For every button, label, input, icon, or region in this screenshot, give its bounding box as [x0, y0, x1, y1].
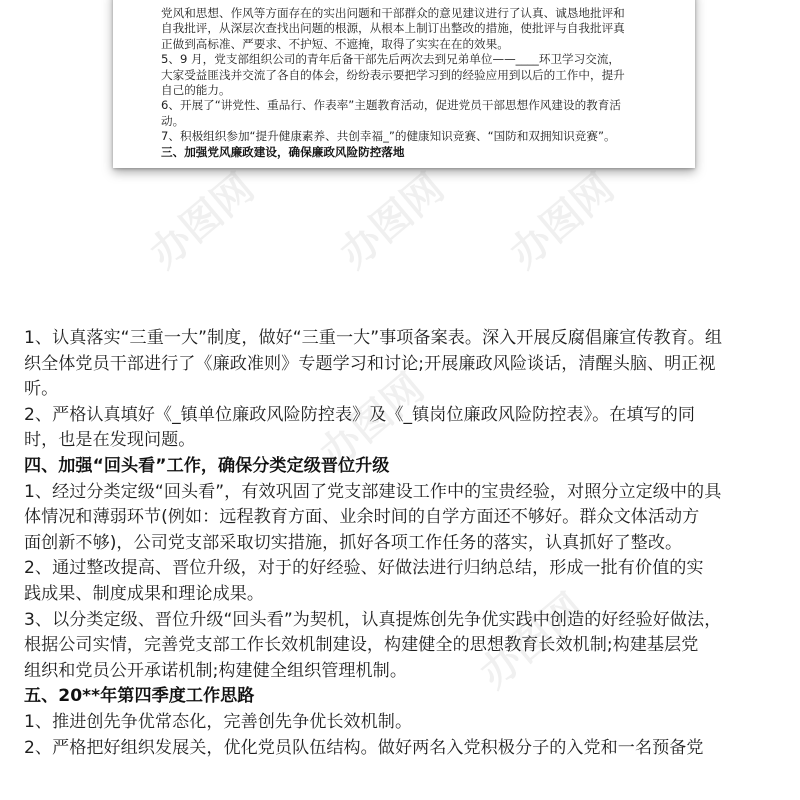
paragraph-line: 根据公司实情，完善党支部工作长效机制建设，构建健全的思想教育长效机制;构建基层党 [24, 635, 699, 656]
watermark: 办图网 [331, 164, 453, 278]
preview-section-heading: 三、加强党风廉政建设，确保廉政风险防控落地 [161, 144, 405, 159]
preview-text-line: 自己的能力。 [161, 82, 231, 97]
paragraph-line: 践成果、制度成果和理论成果。 [24, 583, 265, 604]
watermark: 办图网 [471, 584, 593, 698]
section-heading: 四、加强“回头看”工作，确保分类定级晋位升级 [24, 455, 390, 476]
paragraph-line: 1、推进创先争优常态化，完善创先争优长效机制。 [24, 711, 413, 732]
preview-text-line: 5、9 月，党支部组织公司的青年后备干部先后两次去到兄弟单位——____环卫学习交流， [161, 52, 621, 67]
section-heading: 五、20**年第四季度工作思路 [24, 686, 255, 707]
paragraph-line: 织全体党员干部进行了《廉政准则》专题学习和讨论;开展廉政风险谈话，清醒头脑、明正视 [24, 353, 716, 374]
paragraph-line: 2、通过整改提高、晋位升级，对于的好经验、好做法进行归纳总结，形成一批有价值的实 [24, 558, 704, 579]
watermark: 办图网 [311, 364, 433, 478]
preview-text-line: 正做到高标准、严要求、不护短、不遮掩，取得了实实在在的效果。 [161, 36, 509, 51]
preview-text-block [113, 6, 695, 160]
preview-text-line: 6、开展了“讲党性、重品行、作表率”主题教育活动，促进党员干部思想作风建设的教育活 [161, 98, 621, 113]
preview-text-line: 7、积极组织参加“提升健康素养、共创幸福_”的健康知识竞赛、“国防和双拥知识竞赛”。 [161, 129, 616, 144]
watermark: 办图网 [141, 164, 263, 278]
preview-text-line: 自我批评，从深层次查找出问题的根源，从根本上制订出整改的措施，使批评与自我批评真 [161, 21, 625, 36]
paragraph-line: 1、经过分类定级“回头看”，有效巩固了党支部建设工作中的宝贵经验，对照分立定级中的具 [24, 481, 722, 502]
preview-text-line: 党风和思想、作风等方面存在的实出问题和干部群众的意见建议进行了认真、诚恳地批评和 [161, 5, 625, 20]
paragraph-line: 听。 [24, 379, 59, 400]
preview-text-line: 动。 [161, 113, 185, 128]
watermark: 办图网 [501, 164, 623, 278]
page-preview-card [113, 0, 695, 168]
paragraph-line: 体情况和薄弱环节(例如：远程教育方面、业余时间的自学方面还不够好。群众文体活动方 [24, 507, 700, 528]
paragraph-line: 时，也是在发现问题。 [24, 430, 196, 451]
paragraph-line: 2、严格把好组织发展关，优化党员队伍结构。做好两名入党积极分子的入党和一名预备党 [24, 737, 704, 758]
paragraph-line: 面创新不够)，公司党支部采取切实措施，抓好各项工作任务的落实，认真抓好了整改。 [24, 532, 683, 553]
document-body [24, 326, 784, 761]
paragraph-line: 组织和党员公开承诺机制;构建健全组织管理机制。 [24, 660, 407, 681]
paragraph-line: 1、认真落实“三重一大”制度，做好“三重一大”事项备案表。深入开展反腐倡廉宣传教育。组 [24, 328, 723, 348]
preview-text-line: 大家受益匪浅并交流了各自的体会，纷纷表示要把学习到的经验应用到以后的工作中，提升 [161, 67, 625, 82]
paragraph-line: 3、以分类定级、晋位升级“回头看”为契机，认真提炼创先争优实践中创造的好经验好做法， [24, 609, 722, 630]
paragraph-line: 2、严格认真填好《_镇单位廉政风险防控表》及《_镇岗位廉政风险防控表》。在填写的同 [24, 404, 696, 425]
